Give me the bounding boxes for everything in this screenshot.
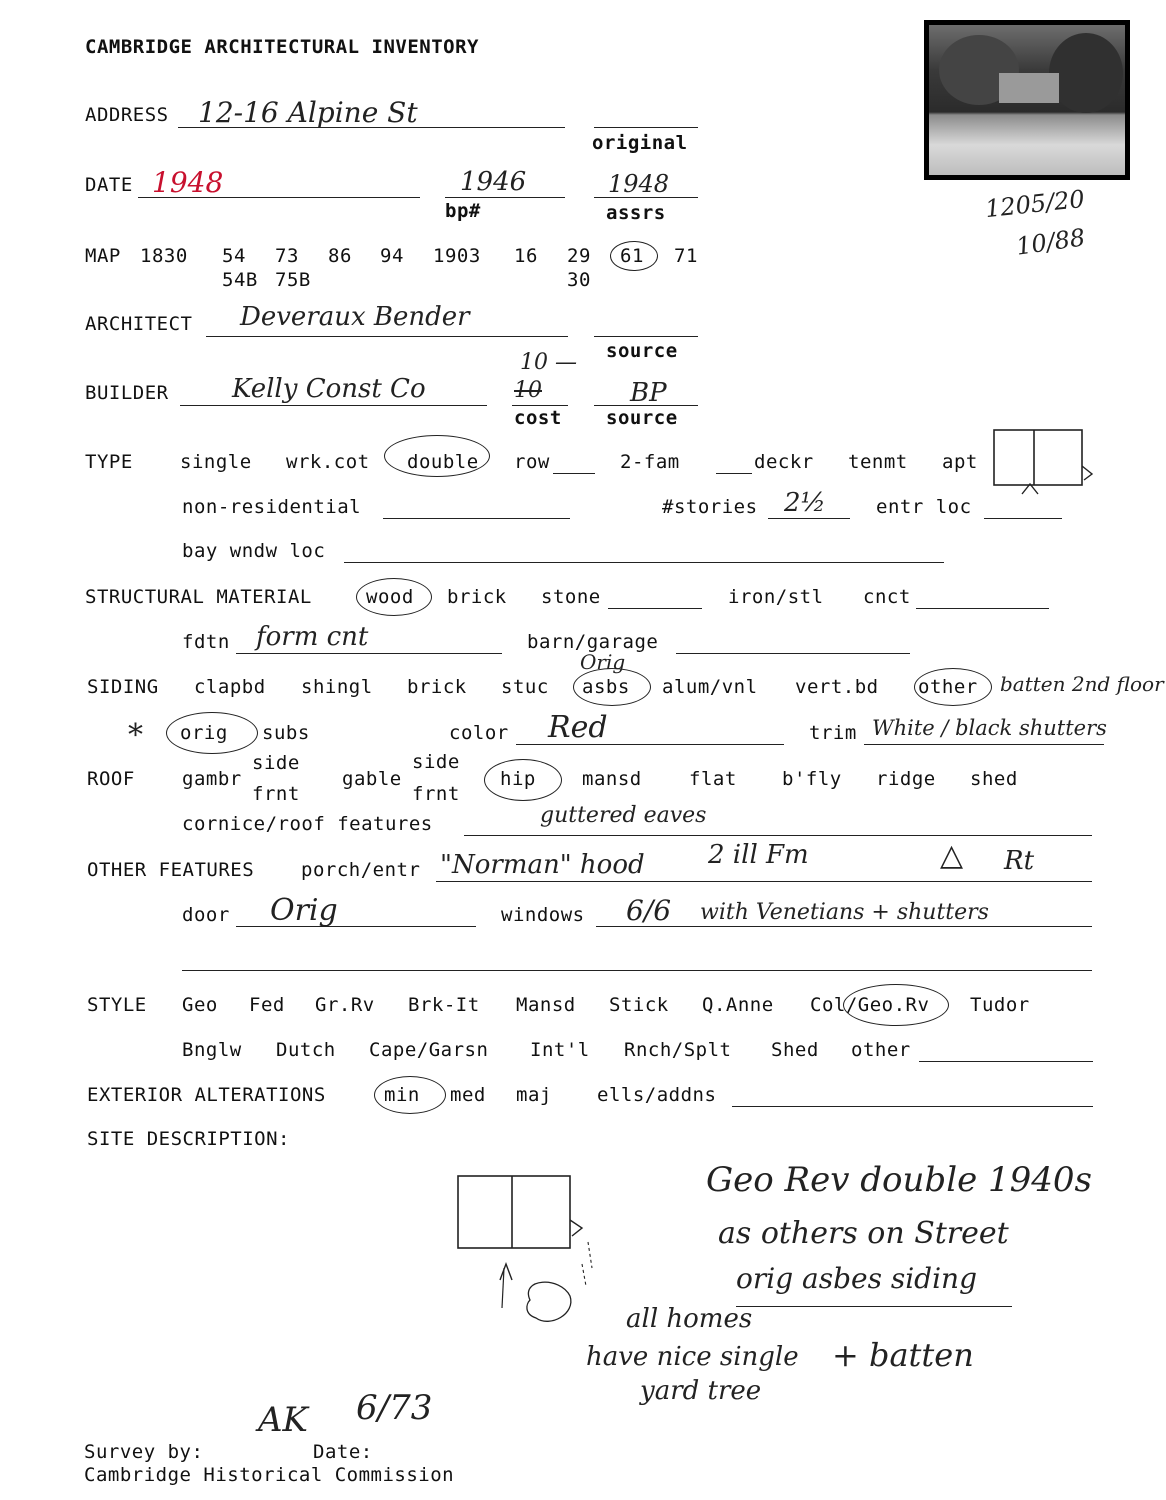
address-value: 12-16 Alpine St: [198, 96, 418, 129]
stories-line: [768, 518, 850, 519]
style-dutch: Dutch: [276, 1039, 336, 1061]
tree-note-1: all homes: [626, 1304, 753, 1334]
roof-shed: shed: [970, 768, 1018, 790]
nonres-line: [383, 518, 570, 519]
roof-bfly: b'fly: [782, 768, 842, 790]
siding-asbs: asbs: [582, 676, 630, 698]
type-wrkcot: wrk.cot: [286, 451, 370, 473]
roof-hip: hip: [500, 768, 536, 790]
map-30: 30: [567, 269, 591, 291]
roof-gambr-side: side: [252, 752, 300, 774]
windows-extra-value: with Venetians + shutters: [700, 900, 989, 925]
tree-note-2: have nice single: [586, 1342, 799, 1372]
style-shed: Shed: [771, 1039, 819, 1061]
building-photo: [924, 20, 1130, 180]
type-footprint-sketch: [990, 426, 1100, 498]
map-54b: 54B: [222, 269, 258, 291]
siding-vertbd: vert.bd: [795, 676, 879, 698]
stories-value: 2½: [784, 488, 826, 518]
original-label: original: [592, 132, 688, 154]
builder-label: BUILDER: [85, 382, 169, 404]
style-other: other: [851, 1039, 911, 1061]
style-other-line: [919, 1061, 1093, 1062]
date-label: DATE: [85, 174, 133, 196]
siding-orig-circle: [166, 712, 258, 754]
structural-wood: wood: [366, 586, 414, 608]
survey-by-value: AK: [258, 1400, 308, 1440]
assrs-label: assrs: [606, 202, 666, 224]
photo-note-2: 10/88: [1014, 223, 1087, 261]
style-geo: Geo: [182, 994, 218, 1016]
siding-subs: subs: [262, 722, 310, 744]
map-94: 94: [380, 245, 404, 267]
fdtn-line: [236, 653, 502, 654]
source2-label: source: [606, 407, 678, 429]
row-line: [553, 473, 595, 474]
siding-orig: orig: [180, 722, 228, 744]
structural-ironstl: iron/stl: [728, 586, 824, 608]
type-2fam: 2-fam: [620, 451, 680, 473]
structural-label: STRUCTURAL MATERIAL: [85, 586, 312, 608]
structural-brick: brick: [447, 586, 507, 608]
map-1830: 1830: [140, 245, 188, 267]
survey-by-label: Survey by:: [84, 1441, 204, 1463]
map-71: 71: [674, 245, 698, 267]
structural-wood-circle: [356, 578, 432, 616]
map-73: 73: [275, 245, 299, 267]
map-75b: 75B: [275, 269, 311, 291]
style-grrv: Gr.Rv: [315, 994, 375, 1016]
fdtn-value: form cnt: [256, 622, 369, 652]
type-tenmt: tenmt: [848, 451, 908, 473]
color-label: color: [449, 722, 509, 744]
type-row: row: [514, 451, 550, 473]
cost-label: cost: [514, 407, 562, 429]
form-title: CAMBRIDGE ARCHITECTURAL INVENTORY: [85, 36, 479, 58]
tree-note-3: yard tree: [640, 1376, 762, 1406]
trim-line: [864, 744, 1104, 745]
architect-line: [206, 336, 568, 337]
roof-gambr-frnt: frnt: [252, 783, 300, 805]
other-features-label: OTHER FEATURES: [87, 859, 255, 881]
roof-ridge: ridge: [876, 768, 936, 790]
map-54: 54: [222, 245, 246, 267]
siding-other: other: [918, 676, 978, 698]
architect-label: ARCHITECT: [85, 313, 193, 335]
cornice-value: guttered eaves: [540, 803, 707, 828]
style-georv-circle: [843, 984, 949, 1026]
style-stick: Stick: [609, 994, 669, 1016]
deckr-line: [716, 473, 752, 474]
structural-stone: stone: [541, 586, 601, 608]
roof-gable-frnt: frnt: [412, 783, 460, 805]
alteration-maj: maj: [516, 1084, 552, 1106]
commission-name: Cambridge Historical Commission: [84, 1464, 455, 1486]
style-fed: Fed: [249, 994, 285, 1016]
entr-loc-label: entr loc: [876, 496, 972, 518]
site-note-underline: [736, 1306, 1012, 1307]
alteration-ells-line: [732, 1106, 1093, 1107]
address-label: ADDRESS: [85, 104, 169, 126]
style-bnglw: Bnglw: [182, 1039, 242, 1061]
architect-value: Deveraux Bender: [240, 302, 470, 332]
alteration-med: med: [450, 1084, 486, 1106]
porch-extra-value: 2 ill Fm: [708, 840, 809, 870]
siding-alumvnl: alum/vnl: [662, 676, 758, 698]
style-label: STYLE: [87, 994, 147, 1016]
alteration-min: min: [384, 1084, 420, 1106]
style-rnchsplt: Rnch/Splt: [624, 1039, 732, 1061]
site-sketch: [450, 1168, 630, 1338]
bp-label: bp#: [445, 200, 481, 222]
style-qanne: Q.Anne: [702, 994, 774, 1016]
structural-cnct: cnct: [863, 586, 911, 608]
builder-source-value: BP: [630, 378, 667, 408]
cost-line: [512, 405, 568, 406]
roof-label: ROOF: [87, 768, 135, 790]
style-brkit: Brk-It: [408, 994, 480, 1016]
site-note-line4: + batten: [832, 1336, 974, 1374]
bay-line: [344, 562, 944, 563]
map-61-circle: [610, 241, 658, 271]
roof-mansd: mansd: [582, 768, 642, 790]
roof-flat: flat: [689, 768, 737, 790]
original-top-line: [594, 127, 698, 128]
siding-other-circle: [914, 668, 992, 706]
windows-value: 6/6: [626, 894, 672, 927]
date-value: 1948: [152, 166, 224, 199]
nonres-label: non-residential: [182, 496, 362, 518]
assrs-value: 1948: [608, 170, 670, 198]
type-apt: apt: [942, 451, 978, 473]
map-16: 16: [514, 245, 538, 267]
style-intl: Int'l: [530, 1039, 590, 1061]
roof-gambr: gambr: [182, 768, 242, 790]
siding-brick: brick: [407, 676, 467, 698]
bp-value: 1946: [460, 167, 527, 197]
windows-label: windows: [501, 904, 585, 926]
bay-label: bay wndw loc: [182, 540, 326, 562]
roof-gable: gable: [342, 768, 402, 790]
asterisk-mark: *: [128, 718, 143, 753]
builder-source-line: [594, 405, 698, 406]
map-61: 61: [620, 245, 644, 267]
type-label: TYPE: [85, 451, 133, 473]
site-label: SITE DESCRIPTION:: [87, 1128, 290, 1150]
style-colgeorv: Col/Geo.Rv: [810, 994, 930, 1016]
type-single: single: [180, 451, 252, 473]
alteration-ells: ells/addns: [597, 1084, 717, 1106]
map-label: MAP: [85, 245, 121, 267]
cornice-label: cornice/roof features: [182, 813, 433, 835]
source-label: source: [606, 340, 678, 362]
site-note-line2: as others on Street: [718, 1216, 1009, 1251]
type-double-circle: [384, 435, 490, 477]
trim-value: White / black shutters: [872, 716, 1107, 740]
siding-stuc: stuc: [501, 676, 549, 698]
porch-value: "Norman" hood: [440, 850, 645, 880]
builder-value: Kelly Const Co: [232, 374, 426, 404]
cost-top: 10 —: [520, 350, 577, 375]
cnct-line: [916, 608, 1049, 609]
style-mansd: Mansd: [516, 994, 576, 1016]
siding-orig-note: Orig: [580, 650, 626, 674]
alterations-label: EXTERIOR ALTERATIONS: [87, 1084, 326, 1106]
type-deckr: deckr: [754, 451, 814, 473]
site-note-line1: Geo Rev double 1940s: [706, 1160, 1092, 1200]
map-1903: 1903: [433, 245, 481, 267]
roof-gable-side: side: [412, 751, 460, 773]
entr-loc-line: [984, 518, 1062, 519]
siding-label: SIDING: [87, 676, 159, 698]
cornice-line: [464, 835, 1092, 836]
style-tudor: Tudor: [970, 994, 1030, 1016]
survey-date-label: Date:: [313, 1441, 373, 1463]
siding-clapbd: clapbd: [194, 676, 266, 698]
builder-line: [180, 405, 487, 406]
door-value: Orig: [270, 893, 338, 928]
triangle-mark: △: [940, 838, 964, 873]
map-29: 29: [567, 245, 591, 267]
barn-label: barn/garage: [527, 631, 659, 653]
architect-source-line: [594, 336, 698, 337]
other-features-extra-line: [182, 970, 1092, 971]
site-note-line3: orig asbes siding: [736, 1262, 978, 1295]
alteration-min-circle: [374, 1076, 446, 1114]
siding-asbs-circle: [573, 668, 651, 706]
porch-line: [436, 881, 1092, 882]
fdtn-label: fdtn: [182, 631, 230, 653]
barn-line: [676, 653, 910, 654]
siding-other-value: batten 2nd floor: [1000, 672, 1164, 696]
door-label: door: [182, 904, 230, 926]
map-86: 86: [328, 245, 352, 267]
siding-shingl: shingl: [301, 676, 373, 698]
roof-hip-circle: [484, 759, 562, 801]
cost-struck: 10: [514, 378, 542, 403]
survey-date-value: 6/73: [356, 1388, 433, 1428]
type-double: double: [407, 451, 479, 473]
bp-line: [445, 197, 565, 198]
style-capegarsn: Cape/Garsn: [369, 1039, 489, 1061]
photo-note-1: 1205/20: [983, 184, 1086, 224]
porch-loc-value: Rt: [1004, 846, 1035, 876]
porch-label: porch/entr: [301, 859, 421, 881]
color-value: Red: [548, 710, 608, 745]
stone-line: [608, 608, 702, 609]
stories-label: #stories: [662, 496, 758, 518]
trim-label: trim: [809, 722, 857, 744]
